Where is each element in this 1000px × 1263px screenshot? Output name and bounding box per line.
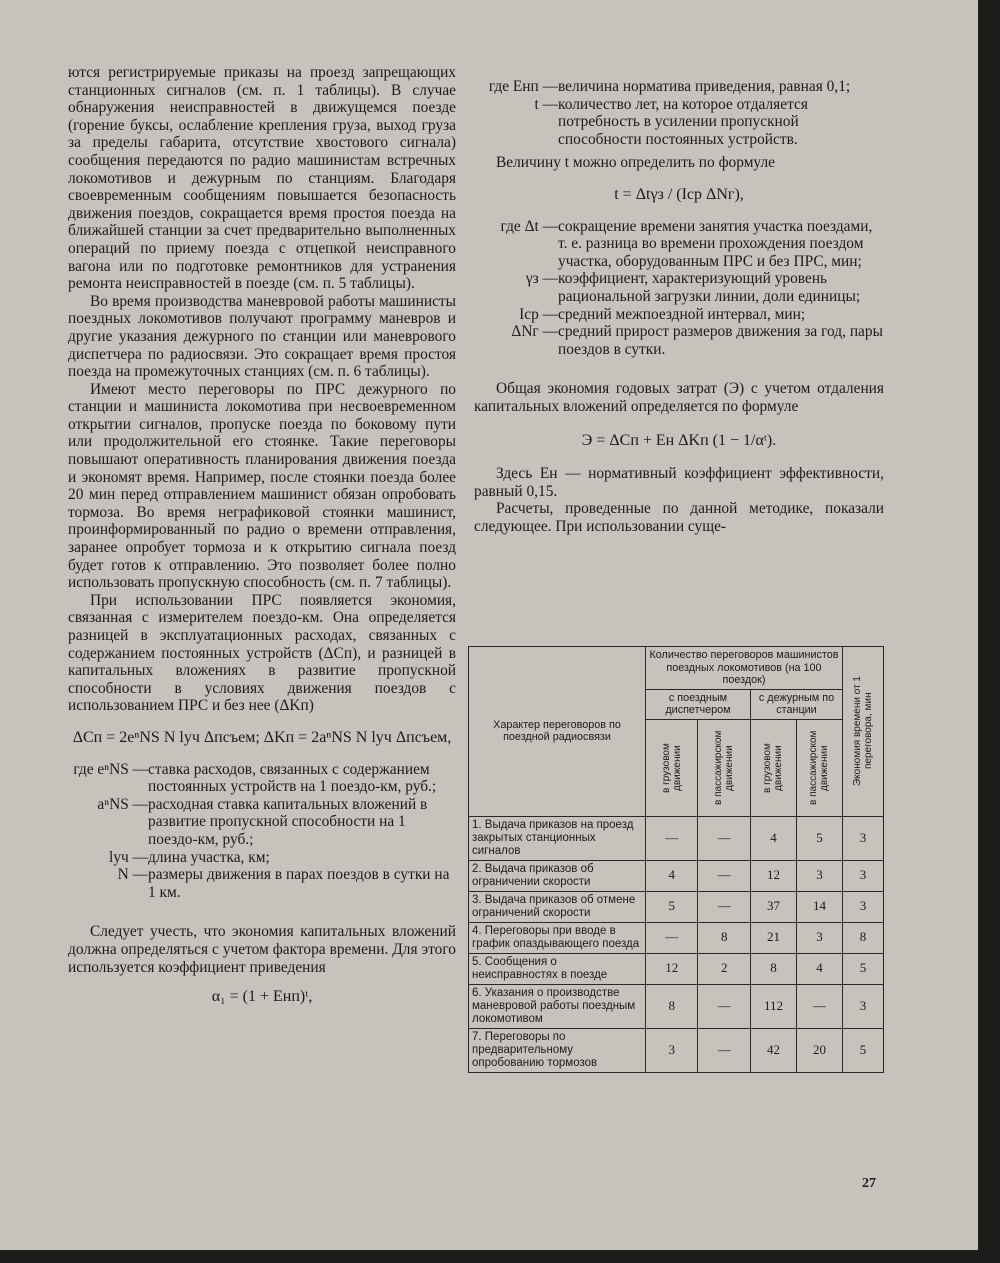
- definition: [474, 218, 884, 271]
- definition-text: сокращение времени занятия участка поездами, т. е. разница во времени прохождения поездом участка, оборудованным ПРС и без ПРС, мин;: [558, 217, 873, 270]
- left-column: [68, 64, 456, 1014]
- header-freight: в грузовом движении: [750, 719, 796, 816]
- paragraph: Величину t можно определить по формуле: [496, 154, 775, 172]
- paragraph: Здесь Eн — нормативный коэффициент эффективности, равный 0,15.: [474, 465, 884, 500]
- table-row: 1. Выдача приказов на проезд закрытых станционных сигналов — — 4 5 3: [469, 816, 884, 860]
- definition-symbol: Iср —: [519, 305, 558, 323]
- definition-text: размеры движения в парах поездов в сутки на 1 км.: [148, 866, 450, 901]
- paragraph: Во время производства маневровой работы машинисты поездных локомотивов получают программу маневров и другие указания дежурного по станции или маневрового диспетчера по радиосвязи. Это сокращает время простоя поезда на промежуточных станциях (см. п. 6 таблицы).: [68, 292, 456, 381]
- paragraph: При использовании ПРС появляется экономия, связанная с измерителем поездо-км. Она определяется разницей в эксплуатационных расходах, связанных с содержанием постоянных устройств (ΔCп), и разницей в капитальных вложениях в развитие пропускной способности в условиях движения поездов с использованием ПРС и без нее (ΔKп): [68, 591, 456, 715]
- right-column: [474, 78, 884, 535]
- definition-symbol: aⁿNS —: [97, 795, 148, 813]
- table-row: 7. Переговоры по предварительному опробованию тормозов 3 — 42 20 5: [469, 1028, 884, 1072]
- header-freight: в грузовом движении: [646, 719, 698, 816]
- table-row: 5. Сообщения о неисправностях в поезде 12 2 8 4 5: [469, 953, 884, 984]
- data-table: [468, 646, 884, 1073]
- definition-text: длина участка, км;: [148, 848, 270, 866]
- definition: [68, 761, 456, 796]
- definition-text: количество лет, на которое отдаляется потребность в усилении пропускной способности постоянных устройств.: [558, 95, 808, 148]
- definition: [474, 78, 884, 96]
- definition-text: расходная ставка капитальных вложений в развитие пропускной способности на 1 поездо-км, руб.;: [148, 795, 428, 848]
- definition-text: средний межпоездной интервал, мин;: [558, 305, 806, 323]
- definition-symbol: γз —: [525, 270, 558, 288]
- definition-symbol: где Eнп —: [488, 78, 558, 95]
- paragraph: ются регистрируемые приказы на проезд запрещающих станционных сигналов (см. п. 1 таблицы). В случае обнаружения неисправностей в движущемся поезде (горение буксы, ослабление крепления груза, выход груза за пределы габарита, отсутствие хвостового сигнала) сообщения передаются по радио машинистам встречных локомотивов и дежурным по станциям. Благодаря своевременным сообщениям повышается безопасность движения поездов, сокращается время простоя поезда на ближайшей станции за счет предварительно выполненных операций по приему поезда с отцепкой неисправного вагона или по подготовке ремонтников для устранения ремонта неисправностей в поезде (см. п. 5 таблицы).: [68, 64, 456, 293]
- formula-t: t = Δtγз / (Iср ΔNг),: [614, 185, 744, 203]
- definition-symbol: lуч —: [109, 848, 148, 866]
- header-passenger: в пассажирском движении: [698, 719, 750, 816]
- header-count: Количество переговоров машинистов поездных локомотивов (на 100 поездок): [646, 647, 843, 690]
- formula-cost-capital: ΔCп = 2eⁿNS N lуч Δпсъем; ΔKп = 2aⁿNS N lуч Δпсъем,: [72, 728, 452, 746]
- definition: [68, 796, 456, 849]
- paragraph: Следует учесть, что экономия капитальных вложений должна определяться с учетом фактора времени. Для этого используется коэффициент приведения: [68, 923, 456, 976]
- paragraph: Имеют место переговоры по ПРС дежурного по станции и машиниста локомотива при несвоевременном открытии сигналов, пропуске поезда по боковому пути или продолжительной его стоянке. Такие переговоры повышают оперативность планирования движения поезда и экономят время. Например, после стоянки поезда более 20 мин перед отправлением машинист обязан опробовать тормоза. Во время неграфиковой стоянки машинист, проинформированный по радио о времени отправления, заранее опробует тормоза и к открытию сигнала поезд будет готов к отправлению. Это позволяет более полно использовать пропускную способность (см. п. 7 таблицы).: [68, 380, 456, 592]
- definition-text: величина норматива приведения, равная 0,1;: [558, 78, 851, 95]
- definition-symbol: где eⁿNS —: [73, 760, 148, 778]
- paragraph: Общая экономия годовых затрат (Э) с учетом отдаления капитальных вложений определяется по формуле: [474, 380, 884, 415]
- definition-symbol: ΔNг —: [511, 323, 558, 341]
- formula-reduction-coefficient: α₁ = (1 + Eнп)ᵗ,: [211, 988, 313, 1006]
- definition: [474, 306, 884, 324]
- header-economy: [843, 647, 884, 817]
- paragraph: Расчеты, проведенные по данной методике, показали следующее. При использовании суще-: [474, 500, 884, 535]
- definition-text: средний прирост размеров движения за год, пары поездов в сутки.: [558, 323, 883, 358]
- definition-text: коэффициент, характеризующий уровень рациональной загрузки линии, доли единицы;: [558, 270, 861, 305]
- header-passenger: в пассажирском движении: [796, 719, 842, 816]
- header-dispatcher: с поездным диспетчером: [646, 689, 751, 719]
- data-table-wrapper: [468, 646, 884, 1073]
- definition: [68, 849, 456, 867]
- definition: [474, 323, 884, 358]
- header-characteristic: Характер переговоров по поездной радиосвязи: [469, 647, 646, 817]
- definition-symbol: N —: [117, 866, 148, 884]
- header-duty: с дежурным по станции: [750, 689, 842, 719]
- definition: [474, 270, 884, 305]
- definition: [68, 866, 456, 901]
- definition-symbol: t —: [534, 95, 558, 113]
- header-economy-text: Экономия времени от 1 переговора, мин: [852, 676, 874, 787]
- page-number: 27: [862, 1176, 876, 1191]
- formula-total-economy: Э = ΔCп + Eн ΔKп (1 − 1/αᵗ).: [581, 431, 777, 449]
- table-row: 6. Указания о производстве маневровой работы поездным локомотивом 8 — 112 — 3: [469, 984, 884, 1028]
- table-row: 2. Выдача приказов об ограничении скорости 4 — 12 3 3: [469, 860, 884, 891]
- table-row: 4. Переговоры при вводе в график опаздывающего поезда — 8 21 3 8: [469, 922, 884, 953]
- definition-symbol: где Δt —: [500, 217, 558, 235]
- table-row: 3. Выдача приказов об отмене ограничений скорости 5 — 37 14 3: [469, 891, 884, 922]
- definition: [474, 96, 884, 149]
- definition-text: ставка расходов, связанных с содержанием постоянных устройств на 1 поездо-км, руб.;: [148, 760, 437, 796]
